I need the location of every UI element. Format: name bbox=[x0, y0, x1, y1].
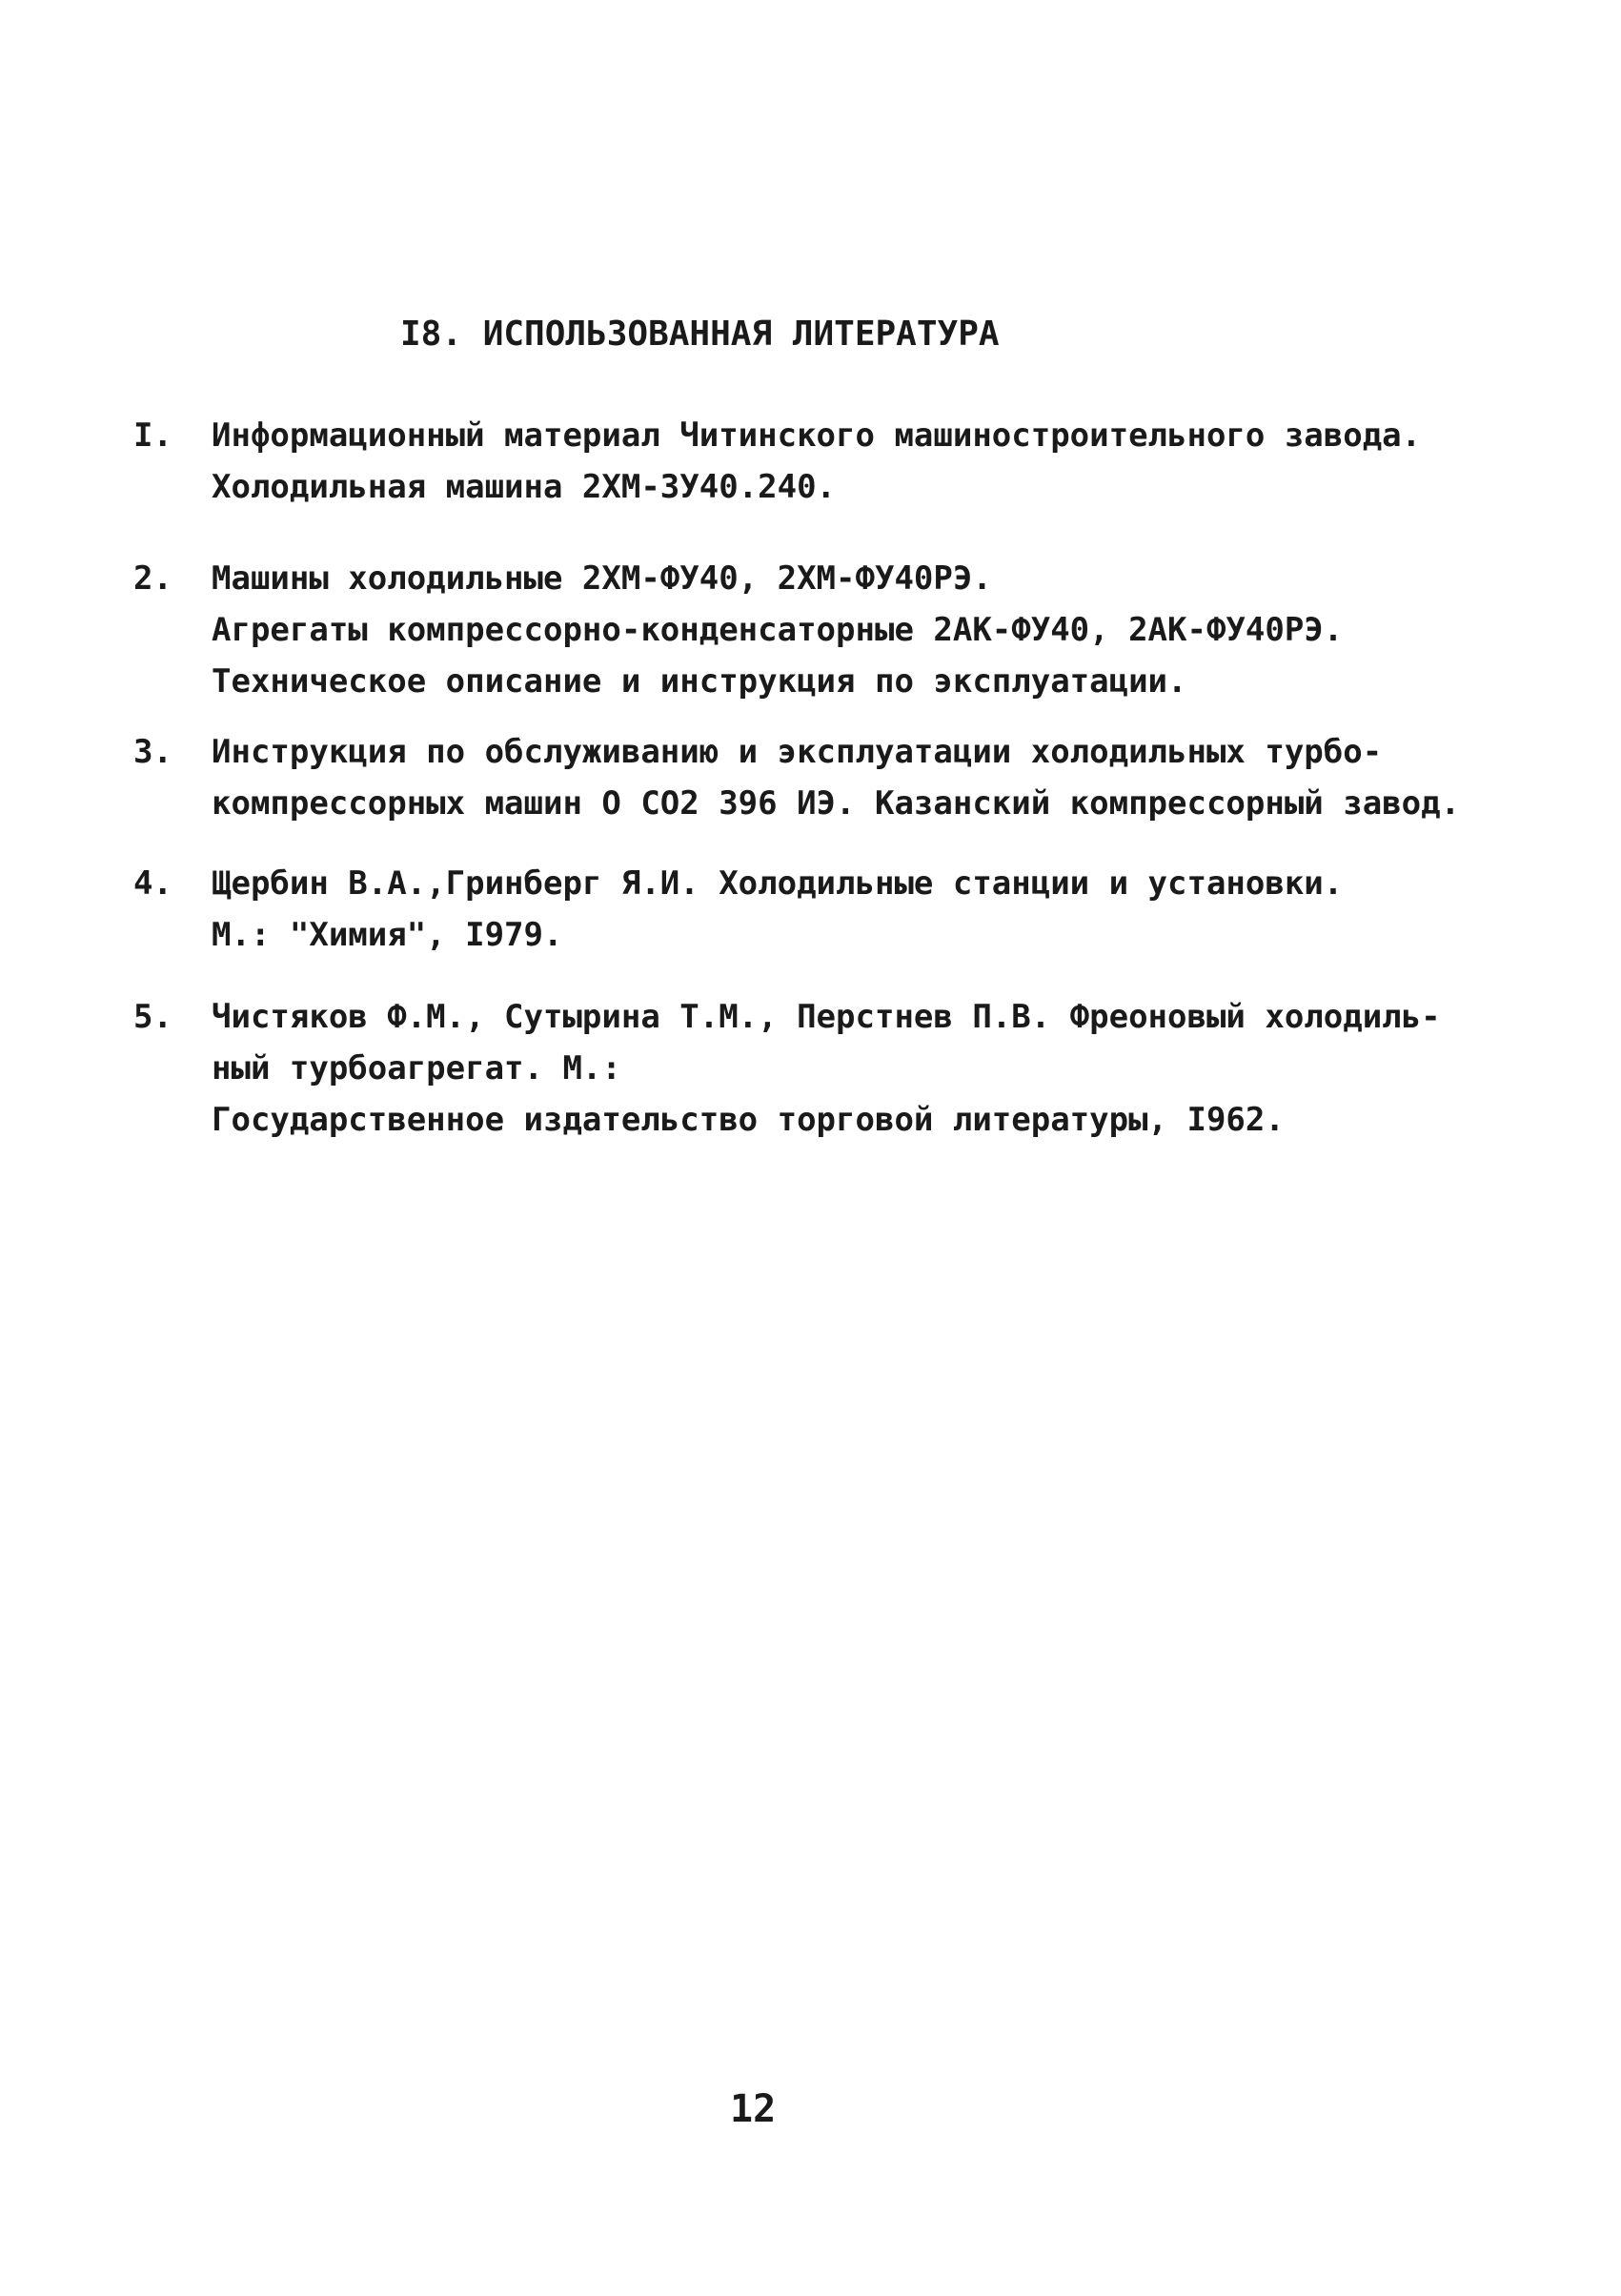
reference-item-5 bbox=[133, 991, 1487, 1146]
reference-line: М.: "Химия", I979. bbox=[212, 916, 563, 954]
page-number: 12 bbox=[730, 2087, 777, 2131]
reference-line: Государственное издательство торговой литературы, I962. bbox=[212, 1101, 1285, 1139]
section-heading: I8. ИСПОЛЬЗОВАННАЯ ЛИТЕРАТУРА bbox=[400, 315, 1000, 354]
reference-item-3 bbox=[133, 726, 1487, 829]
reference-text bbox=[212, 991, 1487, 1146]
reference-text bbox=[212, 726, 1487, 829]
reference-line: Машины холодильные 2ХМ-ФУ40, 2ХМ-ФУ40РЭ. bbox=[212, 559, 992, 598]
reference-line: Щербин В.А.,Гринберг Я.И. Холодильные станции и установки. bbox=[212, 864, 1344, 903]
reference-line: компрессорных машин О СО2 396 ИЭ. Казанский компрессорный завод. bbox=[212, 784, 1461, 823]
reference-number: 2. bbox=[133, 559, 172, 598]
reference-number: 4. bbox=[133, 864, 172, 903]
reference-number: 5. bbox=[133, 998, 172, 1036]
reference-item-1 bbox=[133, 410, 1487, 513]
reference-item-2 bbox=[133, 553, 1487, 707]
reference-line: Инструкция по обслуживанию и эксплуатации холодильных турбо- bbox=[212, 733, 1383, 771]
reference-line: Агрегаты компрессорно-конденсаторные 2АК-ФУ40, 2АК-ФУ40РЭ. bbox=[212, 611, 1344, 649]
reference-text bbox=[212, 858, 1487, 961]
reference-text bbox=[212, 410, 1487, 513]
reference-line: Информационный материал Читинского машиностроительного завода. bbox=[212, 417, 1422, 455]
reference-number: 3. bbox=[133, 733, 172, 771]
reference-number: I. bbox=[133, 417, 172, 455]
reference-line: Техническое описание и инструкция по эксплуатации. bbox=[212, 662, 1187, 701]
reference-line: ный турбоагрегат. М.: bbox=[212, 1049, 621, 1087]
reference-line: Холодильная машина 2ХМ-ЗУ40.240. bbox=[212, 468, 837, 506]
reference-text bbox=[212, 553, 1487, 707]
reference-line: Чистяков Ф.М., Сутырина Т.М., Перстнев П.В. Фреоновый холодиль- bbox=[212, 998, 1441, 1036]
reference-item-4 bbox=[133, 858, 1487, 961]
